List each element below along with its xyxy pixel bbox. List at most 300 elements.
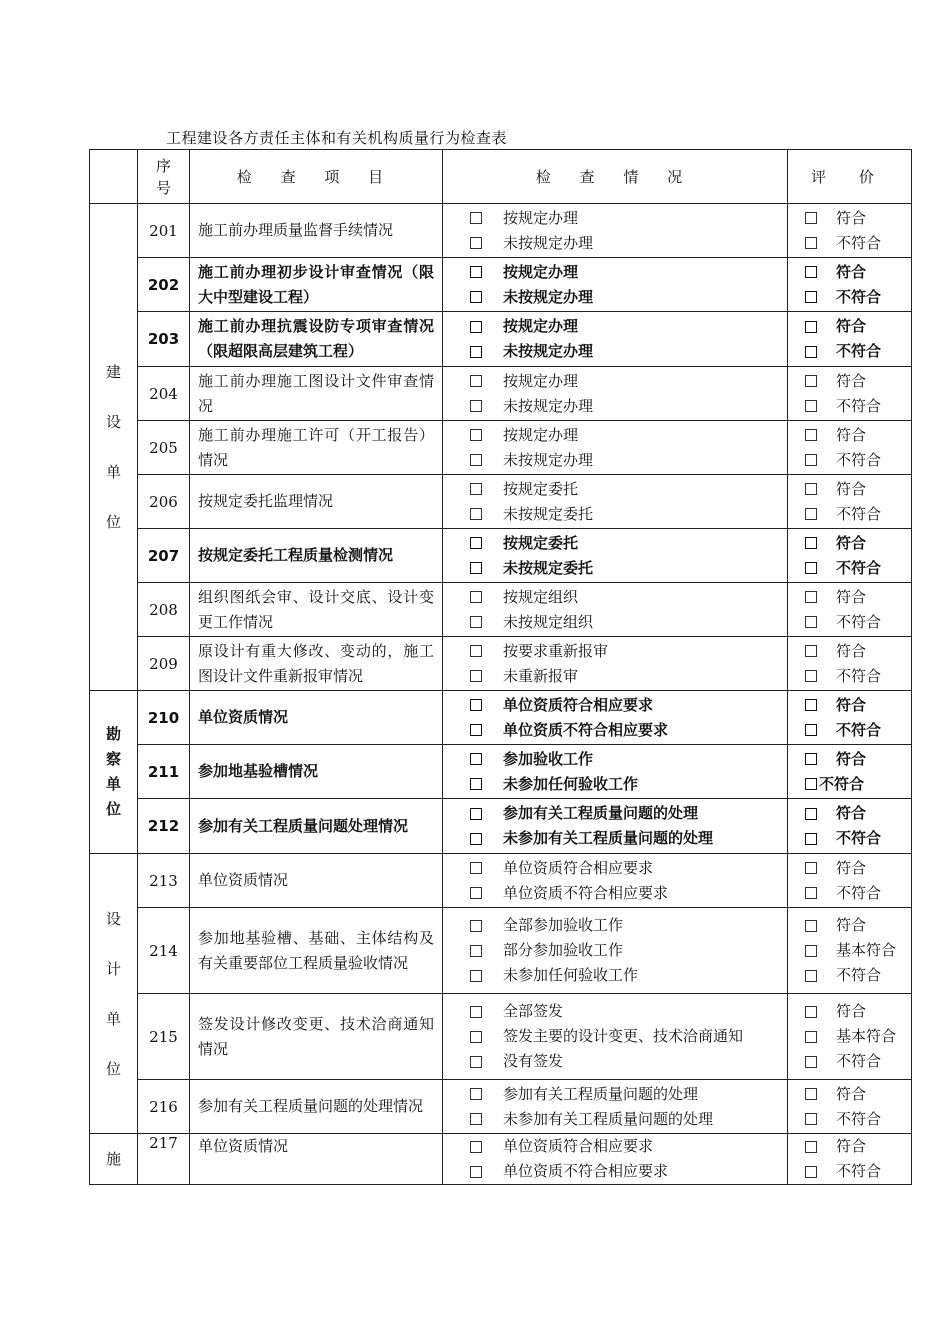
checkbox-icon[interactable] [470, 375, 482, 387]
checkbox-icon[interactable] [805, 808, 817, 820]
eval-option-label: 符合 [836, 317, 867, 335]
eval-option[interactable] [805, 801, 911, 826]
check-item: 按规定委托监理情况 [190, 475, 443, 529]
table-row [90, 1134, 912, 1185]
eval-option[interactable] [805, 423, 911, 448]
row-number: 216 [138, 1080, 190, 1134]
check-option[interactable] [470, 718, 787, 743]
checkbox-icon[interactable] [805, 920, 817, 932]
unit-char: 计 [105, 959, 121, 978]
check-option[interactable] [470, 339, 787, 364]
check-item: 参加地基验槽情况 [190, 745, 443, 799]
eval-option[interactable] [805, 718, 911, 743]
check-option[interactable] [470, 664, 787, 689]
eval-option-label: 不符合 [836, 233, 882, 252]
row-number: 212 [138, 799, 190, 854]
unit-char: 建 [105, 363, 121, 381]
eval-options [788, 994, 912, 1080]
check-option-label: 单位资质不符合相应要求 [503, 883, 669, 902]
eval-option-label: 符合 [836, 804, 867, 822]
checkbox-icon[interactable] [470, 212, 482, 224]
check-options [443, 637, 788, 691]
checkbox-icon[interactable] [470, 1166, 482, 1178]
row-number: 208 [138, 583, 190, 637]
checkbox-icon[interactable] [805, 1088, 817, 1100]
check-option[interactable] [470, 938, 787, 963]
eval-option[interactable] [805, 826, 911, 851]
check-item: 施工前办理施工许可（开工报告）情况 [190, 421, 443, 475]
eval-option[interactable] [805, 639, 911, 664]
eval-option[interactable] [805, 1134, 911, 1159]
checkbox-icon[interactable] [805, 778, 817, 790]
check-options [443, 312, 788, 367]
checkbox-icon[interactable] [805, 645, 817, 657]
header-no: 序 号 [138, 150, 190, 204]
checkbox-icon[interactable] [470, 833, 482, 845]
check-option[interactable] [470, 423, 787, 448]
eval-option[interactable] [805, 693, 911, 718]
eval-options [788, 691, 912, 745]
eval-option[interactable] [805, 260, 911, 285]
checkbox-icon[interactable] [470, 291, 482, 303]
checkbox-icon[interactable] [805, 266, 817, 278]
checkbox-icon[interactable] [470, 970, 482, 982]
check-option[interactable] [470, 394, 787, 419]
page-title: 工程建设各方责任主体和有关机构质量行为检查表 [166, 129, 508, 147]
table-row [90, 312, 912, 367]
unit-shi [90, 1134, 138, 1185]
eval-option[interactable] [805, 963, 911, 988]
eval-option-label: 符合 [836, 858, 867, 877]
eval-options [788, 908, 912, 994]
check-option[interactable] [470, 314, 787, 339]
eval-options [788, 1080, 912, 1134]
checkbox-icon[interactable] [470, 1113, 482, 1125]
check-option-label: 按规定委托 [503, 533, 579, 552]
checkbox-icon[interactable] [805, 237, 817, 249]
eval-option-label: 不符合 [836, 1052, 882, 1070]
eval-option[interactable] [805, 881, 911, 906]
eval-option-label: 符合 [836, 749, 867, 768]
check-option-label: 单位资质符合相应要求 [503, 695, 654, 714]
eval-option[interactable] [805, 1082, 911, 1107]
check-option[interactable] [470, 1107, 787, 1132]
check-option[interactable] [470, 206, 787, 231]
checkbox-icon[interactable] [805, 753, 817, 765]
eval-option[interactable] [805, 502, 911, 527]
header-eval: 评 价 [788, 150, 912, 204]
check-option-label: 单位资质不符合相应要求 [503, 720, 669, 739]
checkbox-icon[interactable] [470, 724, 482, 736]
check-option[interactable] [470, 772, 787, 797]
eval-option[interactable] [805, 1024, 911, 1049]
eval-option[interactable] [805, 477, 911, 502]
eval-option-label: 符合 [836, 371, 867, 390]
checkbox-icon[interactable] [470, 887, 482, 899]
eval-option-label: 符合 [836, 916, 867, 934]
check-option[interactable] [470, 1134, 787, 1159]
check-option-label: 单位资质符合相应要求 [503, 858, 654, 877]
eval-option-label: 符合 [836, 587, 867, 606]
checkbox-icon[interactable] [470, 1088, 482, 1100]
check-option-label: 未参加任何验收工作 [503, 774, 639, 793]
table-row [90, 583, 912, 637]
check-option-label: 按要求重新报审 [503, 641, 609, 660]
eval-options [788, 475, 912, 529]
check-option[interactable] [470, 639, 787, 664]
unit-char: 设 [105, 909, 121, 928]
check-item: 单位资质情况 [190, 691, 443, 745]
eval-options [788, 421, 912, 475]
table-row [90, 745, 912, 799]
eval-option[interactable] [805, 772, 911, 797]
check-option[interactable] [470, 531, 787, 556]
checkbox-icon[interactable] [470, 645, 482, 657]
checkbox-icon[interactable] [470, 753, 482, 765]
check-option-label: 没有签发 [503, 1052, 564, 1070]
checkbox-icon[interactable] [805, 670, 817, 682]
check-option[interactable] [470, 999, 787, 1024]
row-number: 213 [138, 854, 190, 908]
check-option[interactable] [470, 693, 787, 718]
check-option[interactable] [470, 826, 787, 851]
check-options [443, 854, 788, 908]
checkbox-icon[interactable] [805, 454, 817, 466]
checkbox-icon[interactable] [470, 945, 482, 957]
table-row [90, 1080, 912, 1134]
check-option[interactable] [470, 231, 787, 256]
eval-option[interactable] [805, 1159, 911, 1184]
eval-option[interactable] [805, 747, 911, 772]
checkbox-icon[interactable] [470, 808, 482, 820]
check-option-label: 按规定办理 [503, 317, 579, 335]
table-row [90, 691, 912, 745]
checkbox-icon[interactable] [470, 699, 482, 711]
check-option[interactable] [470, 610, 787, 635]
check-option[interactable] [470, 881, 787, 906]
check-option[interactable] [470, 260, 787, 285]
checkbox-icon[interactable] [805, 212, 817, 224]
check-options [443, 799, 788, 854]
table-row [90, 258, 912, 312]
check-options [443, 529, 788, 583]
check-option[interactable] [470, 585, 787, 610]
check-options [443, 1134, 788, 1185]
eval-option-label: 不符合 [836, 1162, 882, 1180]
check-option[interactable] [470, 913, 787, 938]
eval-option-label: 不符合 [836, 287, 882, 306]
check-options [443, 994, 788, 1080]
checkbox-icon[interactable] [805, 833, 817, 845]
eval-option[interactable] [805, 664, 911, 689]
checkbox-icon[interactable] [805, 400, 817, 412]
checkbox-icon[interactable] [805, 1031, 817, 1043]
checkbox-icon[interactable] [805, 862, 817, 874]
check-option-label: 未参加有关工程质量问题的处理 [503, 829, 714, 847]
checkbox-icon[interactable] [805, 537, 817, 549]
unit-char: 位 [105, 513, 121, 531]
eval-option-label: 不符合 [836, 966, 882, 984]
row-number: 214 [138, 908, 190, 994]
eval-option[interactable] [805, 999, 911, 1024]
table-row [90, 475, 912, 529]
checkbox-icon[interactable] [805, 945, 817, 957]
check-item: 施工前办理抗震设防专项审查情况（限超限高层建筑工程） [190, 312, 443, 367]
header-item: 检 查 项 目 [190, 150, 443, 204]
checkbox-icon[interactable] [470, 1141, 482, 1153]
eval-option[interactable] [805, 610, 911, 635]
eval-option-label: 符合 [836, 641, 867, 660]
row-number: 206 [138, 475, 190, 529]
eval-option[interactable] [805, 339, 911, 364]
checkbox-icon[interactable] [805, 1166, 817, 1178]
checkbox-icon[interactable] [470, 1006, 482, 1018]
check-item: 组织图纸会审、设计交底、设计变更工作情况 [190, 583, 443, 637]
eval-option-label: 不符合 [836, 666, 882, 685]
table-row [90, 529, 912, 583]
eval-option[interactable] [805, 448, 911, 473]
check-item: 签发设计修改变更、技术洽商通知情况 [190, 994, 443, 1080]
check-option[interactable] [470, 747, 787, 772]
checkbox-icon[interactable] [470, 266, 482, 278]
check-option-label: 按规定办理 [503, 208, 579, 227]
check-option-label: 未按规定办理 [503, 233, 594, 252]
check-option-label: 参加有关工程质量问题的处理 [503, 804, 699, 822]
check-option-label: 未参加有关工程质量问题的处理 [503, 1109, 714, 1128]
check-item: 参加地基验槽、基础、主体结构及有关重要部位工程质量验收情况 [190, 908, 443, 994]
eval-options [788, 312, 912, 367]
eval-option[interactable] [805, 1107, 911, 1132]
eval-option-label: 不符合 [836, 396, 882, 415]
check-option-label: 部分参加验收工作 [503, 941, 624, 959]
eval-option-label: 符合 [836, 262, 867, 281]
checkbox-icon[interactable] [470, 321, 482, 333]
check-option-label: 未按规定办理 [503, 287, 594, 306]
check-option-label: 未参加任何验收工作 [503, 966, 639, 984]
check-option[interactable] [470, 502, 787, 527]
check-options [443, 204, 788, 258]
checkbox-icon[interactable] [470, 508, 482, 520]
eval-option-label: 不符合 [836, 883, 882, 902]
checkbox-icon[interactable] [805, 429, 817, 441]
checkbox-icon[interactable] [470, 400, 482, 412]
check-option-label: 全部签发 [503, 1002, 564, 1020]
check-item: 参加有关工程质量问题的处理情况 [190, 1080, 443, 1134]
check-option[interactable] [470, 1024, 787, 1049]
check-option[interactable] [470, 556, 787, 581]
eval-option[interactable] [805, 531, 911, 556]
eval-options [788, 367, 912, 421]
eval-option[interactable] [805, 314, 911, 339]
eval-option[interactable] [805, 231, 911, 256]
eval-option-label: 符合 [836, 479, 867, 498]
check-option-label: 按规定办理 [503, 262, 579, 281]
check-option-label: 参加有关工程质量问题的处理 [503, 1084, 699, 1103]
eval-option-label: 基本符合 [836, 941, 897, 959]
eval-option[interactable] [805, 1049, 911, 1074]
checkbox-icon[interactable] [805, 699, 817, 711]
check-options [443, 691, 788, 745]
eval-options [788, 854, 912, 908]
eval-option[interactable] [805, 206, 911, 231]
check-option-label: 未按规定委托 [503, 558, 594, 577]
check-options [443, 583, 788, 637]
check-item: 按规定委托工程质量检测情况 [190, 529, 443, 583]
eval-option-label: 不符合 [836, 342, 882, 360]
check-option[interactable] [470, 1082, 787, 1107]
table-row [90, 799, 912, 854]
header-unit [90, 150, 138, 204]
check-options [443, 475, 788, 529]
checkbox-icon[interactable] [805, 591, 817, 603]
checkbox-icon[interactable] [470, 1031, 482, 1043]
check-option[interactable] [470, 369, 787, 394]
eval-option-label: 不符合 [836, 1109, 882, 1128]
eval-option-label: 不符合 [819, 774, 865, 793]
check-option[interactable] [470, 448, 787, 473]
table-row [90, 367, 912, 421]
row-number: 210 [138, 691, 190, 745]
check-option[interactable] [470, 285, 787, 310]
table-row [90, 637, 912, 691]
table-row [90, 908, 912, 994]
check-option[interactable] [470, 801, 787, 826]
checkbox-icon[interactable] [805, 887, 817, 899]
checkbox-icon[interactable] [805, 291, 817, 303]
checkbox-icon[interactable] [805, 1141, 817, 1153]
eval-option-label: 不符合 [836, 558, 882, 577]
checkbox-icon[interactable] [805, 562, 817, 574]
checkbox-icon[interactable] [805, 1006, 817, 1018]
table-row [90, 994, 912, 1080]
eval-option-label: 符合 [836, 425, 867, 444]
eval-option[interactable] [805, 369, 911, 394]
eval-option-label: 不符合 [836, 720, 882, 739]
checkbox-icon[interactable] [470, 237, 482, 249]
checkbox-icon[interactable] [805, 375, 817, 387]
unit-kancha [90, 691, 138, 854]
eval-option[interactable] [805, 285, 911, 310]
check-option[interactable] [470, 1049, 787, 1074]
row-number: 215 [138, 994, 190, 1080]
check-option-label: 按规定办理 [503, 371, 579, 390]
unit-char: 勘 [105, 725, 121, 743]
eval-option-label: 基本符合 [836, 1027, 897, 1045]
eval-option[interactable] [805, 585, 911, 610]
checkbox-icon[interactable] [805, 1113, 817, 1125]
check-option-label: 未按规定办理 [503, 396, 594, 415]
unit-char: 察 [105, 750, 121, 768]
eval-option-label: 符合 [836, 533, 867, 552]
unit-char: 施 [105, 1150, 121, 1168]
checkbox-icon[interactable] [470, 670, 482, 682]
eval-option[interactable] [805, 938, 911, 963]
checkbox-icon[interactable] [805, 970, 817, 982]
checkbox-icon[interactable] [470, 591, 482, 603]
checkbox-icon[interactable] [470, 920, 482, 932]
check-item: 单位资质情况 [190, 854, 443, 908]
eval-option[interactable] [805, 856, 911, 881]
unit-char: 位 [105, 800, 121, 818]
checkbox-icon[interactable] [805, 724, 817, 736]
eval-options [788, 637, 912, 691]
checkbox-icon[interactable] [805, 346, 817, 358]
check-options [443, 1080, 788, 1134]
check-option-label: 全部参加验收工作 [503, 916, 624, 934]
row-number: 217 [138, 1134, 190, 1185]
table-row [90, 854, 912, 908]
eval-option[interactable] [805, 556, 911, 581]
row-number: 211 [138, 745, 190, 799]
check-option-label: 单位资质不符合相应要求 [503, 1162, 669, 1180]
unit-char: 单 [105, 1009, 121, 1028]
check-option[interactable] [470, 477, 787, 502]
eval-option[interactable] [805, 394, 911, 419]
eval-option-label: 符合 [836, 1137, 867, 1155]
eval-options [788, 583, 912, 637]
eval-options [788, 1134, 912, 1185]
eval-option-label: 不符合 [836, 450, 882, 469]
eval-options [788, 529, 912, 583]
checkbox-icon[interactable] [470, 616, 482, 628]
check-option[interactable] [470, 1159, 787, 1184]
check-item: 施工前办理初步设计审查情况（限大中型建设工程） [190, 258, 443, 312]
check-option-label: 按规定办理 [503, 425, 579, 444]
check-option-label: 未按规定办理 [503, 342, 594, 360]
check-item: 参加有关工程质量问题处理情况 [190, 799, 443, 854]
checkbox-icon[interactable] [805, 321, 817, 333]
table-header [90, 150, 912, 204]
check-item: 原设计有重大修改、变动的，施工图设计文件重新报审情况 [190, 637, 443, 691]
row-number: 204 [138, 367, 190, 421]
eval-option-label: 不符合 [836, 829, 882, 847]
checkbox-icon[interactable] [470, 537, 482, 549]
checkbox-icon[interactable] [470, 429, 482, 441]
checkbox-icon[interactable] [805, 483, 817, 495]
check-option-label: 按规定组织 [503, 587, 579, 606]
check-options [443, 745, 788, 799]
eval-option-label: 不符合 [836, 504, 882, 523]
checkbox-icon[interactable] [470, 778, 482, 790]
checkbox-icon[interactable] [805, 1056, 817, 1068]
checkbox-icon[interactable] [805, 616, 817, 628]
eval-option-label: 不符合 [836, 612, 882, 631]
eval-option-label: 符合 [836, 695, 867, 714]
row-number: 209 [138, 637, 190, 691]
eval-option-label: 符合 [836, 1002, 867, 1020]
checkbox-icon[interactable] [805, 508, 817, 520]
row-number: 205 [138, 421, 190, 475]
checkbox-icon[interactable] [470, 454, 482, 466]
check-option[interactable] [470, 856, 787, 881]
check-options [443, 367, 788, 421]
checkbox-icon[interactable] [470, 862, 482, 874]
checkbox-icon[interactable] [470, 346, 482, 358]
eval-option[interactable] [805, 913, 911, 938]
check-option[interactable] [470, 963, 787, 988]
checkbox-icon[interactable] [470, 1056, 482, 1068]
check-option-label: 参加验收工作 [503, 749, 594, 768]
checkbox-icon[interactable] [470, 483, 482, 495]
check-options [443, 421, 788, 475]
check-option-label: 签发主要的设计变更、技术洽商通知 [503, 1027, 744, 1045]
eval-options [788, 799, 912, 854]
checkbox-icon[interactable] [470, 562, 482, 574]
eval-options [788, 745, 912, 799]
inspection-table [89, 149, 912, 1185]
row-number: 203 [138, 312, 190, 367]
unit-char: 单 [105, 775, 121, 793]
